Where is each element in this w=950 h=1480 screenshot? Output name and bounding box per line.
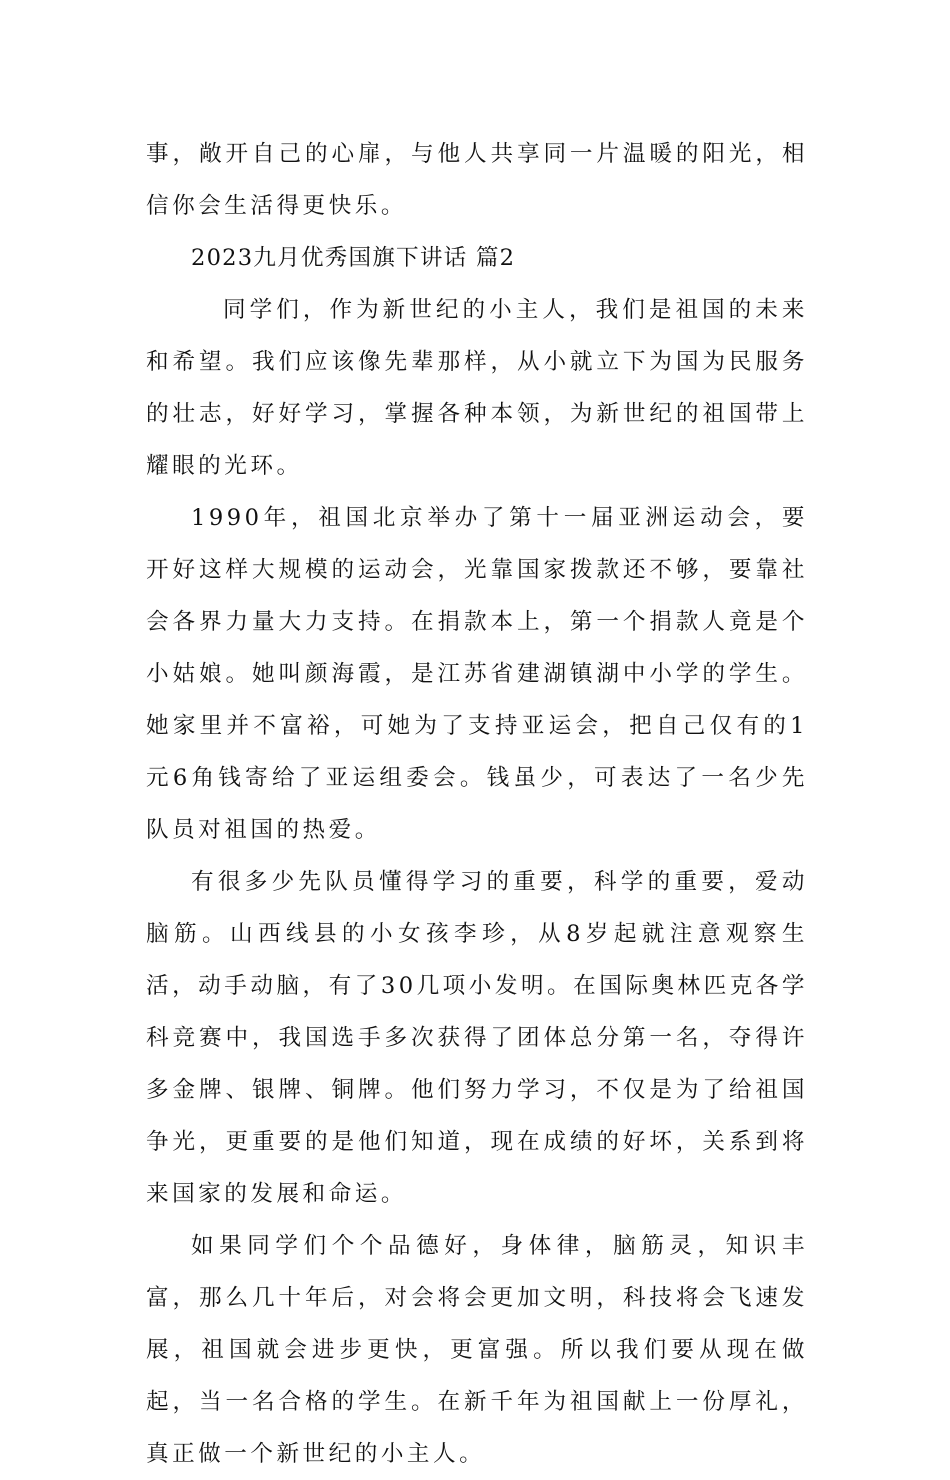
- paragraph-continuation: 事，敞开自己的心扉，与他人共享同一片温暖的阳光，相信你会生活得更快乐。: [146, 141, 808, 219]
- paragraph-3: 有很多少先队员懂得学习的重要，科学的重要，爱动脑筋。山西线县的小女孩李珍，从8岁起就注意观察生活，动手动脑，有了30几项小发明。在国际奥林匹克各学科竞赛中，我国选手多次获得了团体总分第一名，夺得许多金牌、银牌、铜牌。他们努力学习，不仅是为了给祖国争光，更重要的是他们知道，现在成绩的好坏，关系到将来国家的发展和命运。: [146, 869, 808, 1207]
- section-heading: 2023九月优秀国旗下讲话 篇2: [191, 245, 516, 271]
- paragraph-4: 如果同学们个个品德好，身体律，脑筋灵，知识丰富，那么几十年后，对会将会更加文明，科技将会飞速发展，祖国就会进步更快，更富强。所以我们要从现在做起，当一名合格的学生。在新千年为祖国献上一份厚礼，真正做一个新世纪的小主人。: [146, 1233, 808, 1467]
- paragraph-2: 1990年，祖国北京举办了第十一届亚洲运动会，要开好这样大规模的运动会，光靠国家拨款还不够，要靠社会各界力量大力支持。在捐款本上，第一个捐款人竟是个小姑娘。她叫颜海霞，是江苏省建湖镇湖中小学的学生。她家里并不富裕，可她为了支持亚运会，把自己仅有的1元6角钱寄给了亚运组委会。钱虽少，可表达了一名少先队员对祖国的热爱。: [146, 505, 808, 843]
- document-body: [146, 128, 808, 1480]
- paragraph-1: 同学们，作为新世纪的小主人，我们是祖国的未来和希望。我们应该像先辈那样，从小就立下为国为民服务的壮志，好好学习，掌握各种本领，为新世纪的祖国带上耀眼的光环。: [146, 297, 808, 479]
